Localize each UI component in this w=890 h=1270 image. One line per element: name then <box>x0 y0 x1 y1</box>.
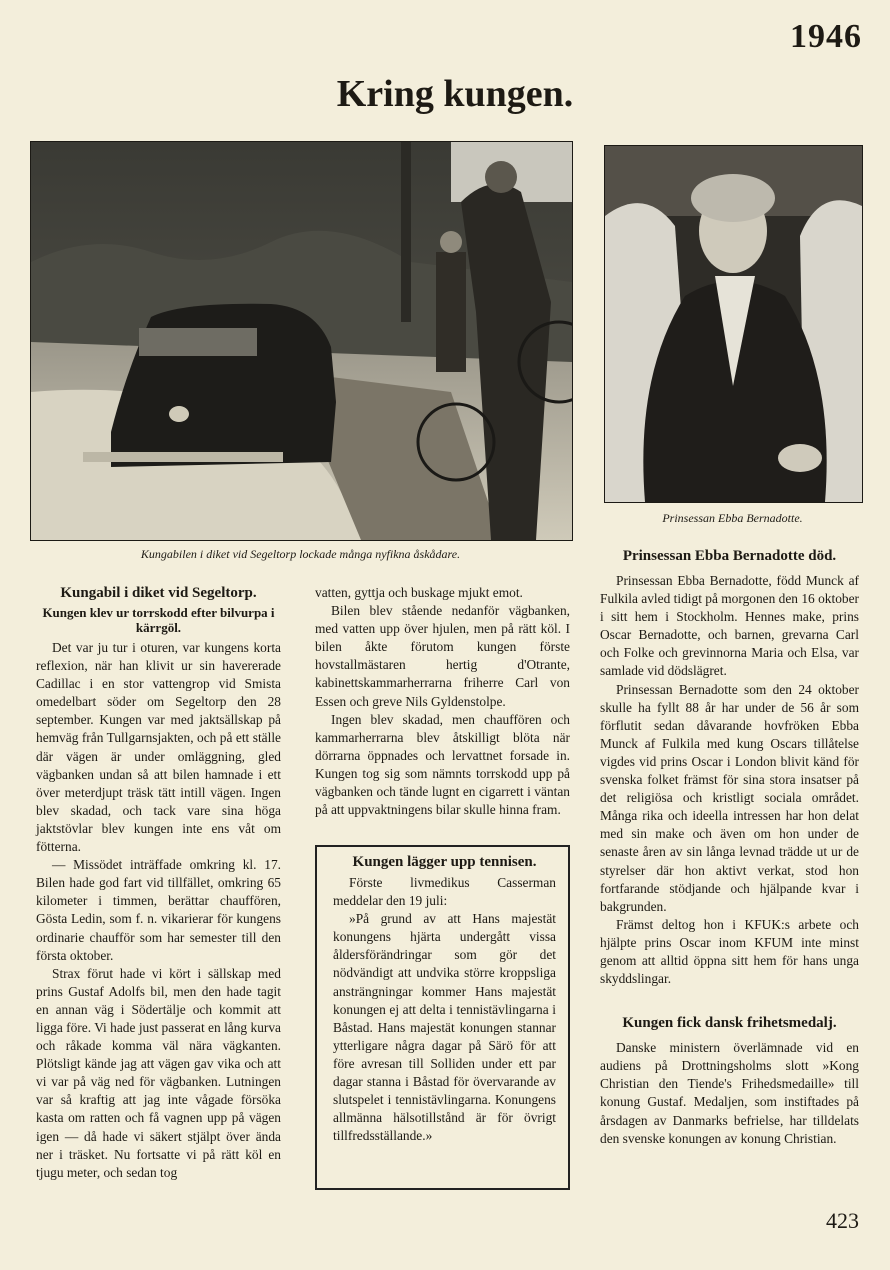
article2-paragraph: Prinsessan Ebba Bernadotte, född Munck af Fulkila avled tidigt på morgonen den 16 oktober i sitt hem i Stockholm. Hennes make, prins Oscar Bernadotte, och barnen, grevarna Carl och Folke och grevinnorna Maria och Elsa, var samlade vid dödslägret. <box>600 573 859 679</box>
article2-heading: Prinsessan Ebba Bernadotte död. <box>622 548 837 564</box>
box-paragraph: »På grund av att Hans majestät konungens hjärta undergått vissa åldersförändringar som gör det nödvändigt att undvika större kroppsliga ansträngningar kommer Hans majestät konungen ej att delta i tennistävlingarna i Båstad. Hans majestät konungen stannar ytterligare några dagar på Särö för att före avresan till Solliden under ett par dagar stanna i Båstad för övervarande av slutspelet i tennistävlingarna. Konungens allmänna hälsotillstånd är för övrigt tillfredsställande.» <box>333 911 556 1144</box>
column-3 <box>600 547 859 1148</box>
article1-heading: Kungabil i diket vid Segeltorp. <box>60 585 257 601</box>
article1-paragraph: Bilen blev stående nedanför vägbanken, med vatten upp över hjulen, men på rätt köl. I bilen åkte förutom kungen förste hovstallmästaren hertig d'Otrante, kabinettskammarherrarna friherre Carl von Essen och greve Nils Gyldenstolpe. <box>315 603 570 709</box>
year-label: 1946 <box>790 18 862 55</box>
article1-paragraph: Strax förut hade vi kört i sällskap med prins Gustaf Adolfs bil, men den hade tagit en annan väg i Södertälje och kommit att ligga före. Vi hade just passerat en lång kurva och råkade komma väl nära vägkanten. Plötsligt kände jag att vägen gav vika och att vi var på väg ned för vägbanken. Lutningen var så kraftig att jag inte vågade försöka kasta om ratten och få vagnen upp på vägen igen — då hade vi säkert stjälpt över ända ner i träsket. Nu fortsatte vi på rätt köl en tjugu meter, och sedan tog <box>36 965 281 1180</box>
article2-paragraph: Prinsessan Bernadotte som den 24 oktober skulle ha fyllt 88 år har under de 56 år som förflutit sedan dåvarande hovfröken Ebba Munck af Fulkila med kung Oscars tillåtelse vigdes vid prins Oscar i London blivit känd för svenska folket främst för sina stora insatser på det religiösa och kristligt sociala området. Många rika och ideella intressen har hon delat med sin make och även om hon under de senaste åren av sin långa levnad trädde ut ur de styrelser där hon aktivt verkat, stod hon fortfarande stödjande och hjälpande kvar i bakgrunden. <box>600 681 859 914</box>
photo-left-caption: Kungabilen i diket vid Segeltorp lockade många nyfikna åskådare. <box>140 547 461 561</box>
box-paragraph: Förste livmedikus Casserman meddelar den 19 juli: <box>333 875 556 909</box>
photo-ebba-bernadotte <box>604 145 863 503</box>
page-title: Kring kungen. <box>336 73 574 115</box>
article1-paragraph: vatten, gyttja och buskage mjukt emot. <box>315 585 523 600</box>
tennis-notice-box <box>315 845 570 1190</box>
photo-car-in-ditch <box>30 141 573 541</box>
article1-paragraph: Det var ju tur i oturen, var kungens korta reflexion, när han klivit ur sin havererade Cadillac i en stor vattengrop vid Smista omedelbart söder om Segeltorp den 28 september. Kungen var med jaktsällskap på hemväg från Tullgarnsjakten, och på ett ställe där vägen är under omläggning, gled vägbanken undan så att bilen hamnade i ett över meterdjupt träsk tätt intill vägen. Ingen blev skadad, och tack vare sina höga jaktstövlar blev kungen inte ens våt om fötterna. <box>36 640 281 855</box>
article1-paragraph: — Missödet inträffade omkring kl. 17. Bilen hade god fart vid tillfället, omkring 65 kilometer i timmen, berättar chauffören, Gösta Ledin, som f. n. vikarierar för kungens ordinarie chaufför som har semester till den första oktober. <box>36 857 281 963</box>
photo-right-caption: Prinsessan Ebba Bernadotte. <box>662 511 803 525</box>
article2-paragraph: Främst deltog hon i KFUK:s arbete och hjälpte prins Oscar inom KFUM inte minst genom att alltid öppna sitt hem för hans unga skyddslingar. <box>600 916 859 987</box>
article1-subheading: Kungen klev ur torrskodd efter bilvurpa i kärrgöl. <box>42 605 275 635</box>
box-heading: Kungen lägger upp tennisen. <box>352 854 537 870</box>
article3-heading: Kungen fick dansk frihetsmedalj. <box>622 1015 837 1032</box>
column-1 <box>36 584 281 1182</box>
article3-paragraph: Danske ministern överlämnade vid en audiens på Drottningsholms slott »Kong Christian den Tiende's Frihedsmedaille» till konung Gustaf. Medaljen, som instiftades på årsdagen av Danmarks befrielse, har tilldelats den svenske konungen av konung Christian. <box>600 1040 859 1146</box>
article1-paragraph: Ingen blev skadad, men chauffören och kammarherrarna blev åtskilligt blöta när dörrarna öppnades och lervattnet forsade in. Kungen tog sig som nämnts torrskodd upp på vägbanken och tände lugnt en cigarrett i väntan på att uppvaktningens bilar skulle hinna fram. <box>315 711 570 818</box>
page-number: 423 <box>826 1208 859 1233</box>
column-2 <box>315 584 570 819</box>
